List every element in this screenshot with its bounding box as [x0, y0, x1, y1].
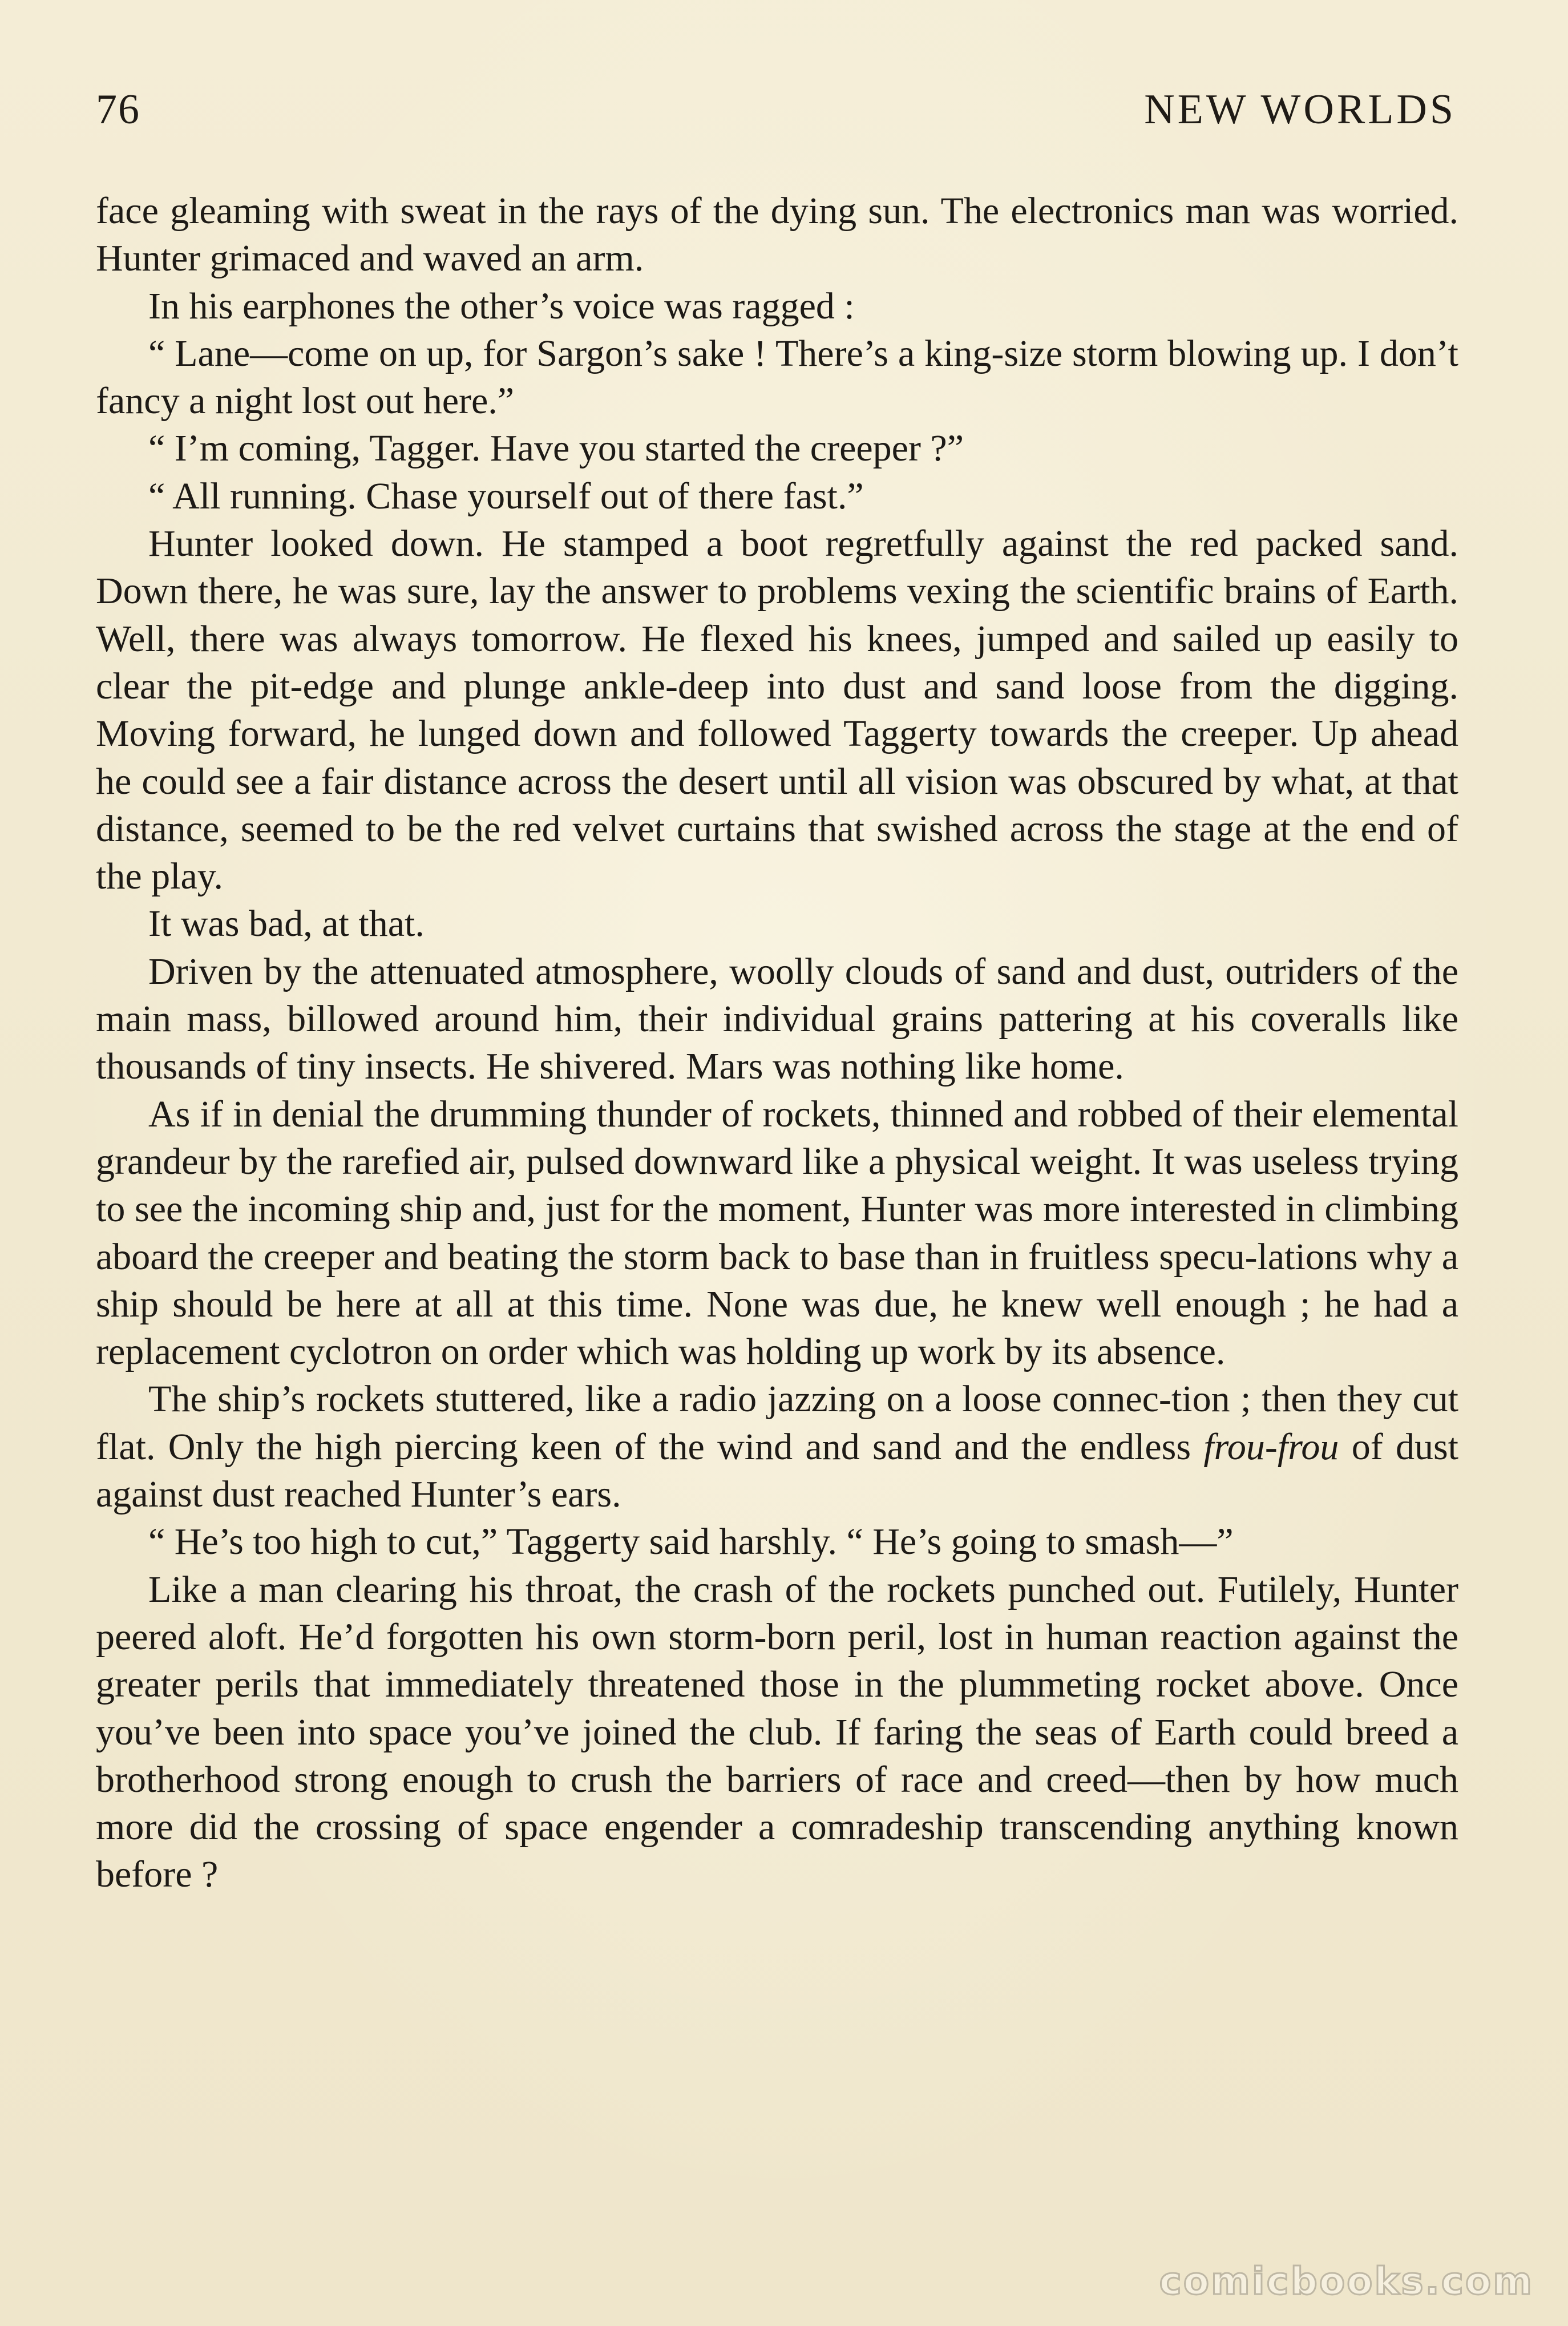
paragraph-4: “ I’m coming, Tagger. Have you started the creeper ?” [148, 427, 964, 470]
paragraph-8: Driven by the attenuated atmosphere, woolly clouds of sand and dust, outriders of the main mass, billowed around him, their individual grains pattering at his coveralls like thousands of tiny insects. He shivered. Mars was nothing like home. [96, 950, 1458, 1088]
paragraph-12: Like a man clearing his throat, the crash of the rockets punched out. Futilely, Hunter peered aloft. He’d forgotten his own storm-born peril, lost in human reaction against the greater perils that immediately threatened those in the plummeting rocket above. Once you’ve been into space you’ve joined the club. If faring the seas of Earth could breed a brotherhood strong enough to crush the barriers of race and creed—then by how much more did the crossing of space engender a comradeship transcending anything known before ? [96, 1568, 1458, 1896]
paragraph-10-end: of dust against dust reached Hunter’s ears. [96, 1426, 1459, 1516]
running-head: NEW WORLDS [1144, 86, 1456, 133]
paragraph-3: “ Lane—come on up, for Sargon’s sake ! There’s a king-size storm blowing up. I don’t fancy a night lost out here.” [96, 332, 1458, 422]
page-header [96, 86, 1456, 148]
paragraph-1: face gleaming with sweat in the rays of the dying sun. The electronics man was worried. Hunter grimaced and waved an arm. [96, 190, 1458, 280]
paragraph-11: “ He’s too high to cut,” Taggerty said harshly. “ He’s going to smash—” [148, 1521, 1234, 1563]
paragraph-10-start: The ship’s rockets stuttered, like a radio jazzing on a loose connec-tion ; then they cut flat. Only the high piercing keen of the wind and sand and the endless [96, 1378, 1458, 1468]
paragraph-5: “ All running. Chase yourself out of there fast.” [148, 475, 864, 517]
page-number: 76 [96, 86, 140, 133]
paragraph-9: As if in denial the drumming thunder of rockets, thinned and robbed of their elemental grandeur by the rarefied air, pulsed downward like a physical weight. It was useless trying to see the incoming ship and, just for the moment, Hunter was more interested in climbing aboard the creeper and beating the storm back to base than in fruitless specu-lations why a ship should be here at all at this time. None was due, he knew well enough ; he had a replacement cyclotron on order which was holding up work by its absence. [96, 1093, 1458, 1373]
site-watermark: comicbooks.com [1159, 2259, 1534, 2303]
paragraph-2: In his earphones the other’s voice was ragged : [148, 285, 855, 327]
body-text [96, 187, 1458, 1899]
italic-phrase: frou-frou [1203, 1426, 1339, 1468]
paragraph-6: Hunter looked down. He stamped a boot regretfully against the red packed sand. Down there, he was sure, lay the answer to problems vexing the scientific brains of Earth. Well, there was always tomorrow. He flexed his knees, jumped and sailed up easily to clear the pit-edge and plunge ankle-deep into dust and sand loose from the digging. Moving forward, he lunged down and followed Taggerty towards the creeper. Up ahead he could see a fair distance across the desert until all vision was obscured by what, at that distance, seemed to be the red velvet curtains that swished across the stage at the end of the play. [96, 523, 1458, 898]
paragraph-10 [96, 1375, 1458, 1518]
paragraph-7: It was bad, at that. [148, 903, 425, 945]
